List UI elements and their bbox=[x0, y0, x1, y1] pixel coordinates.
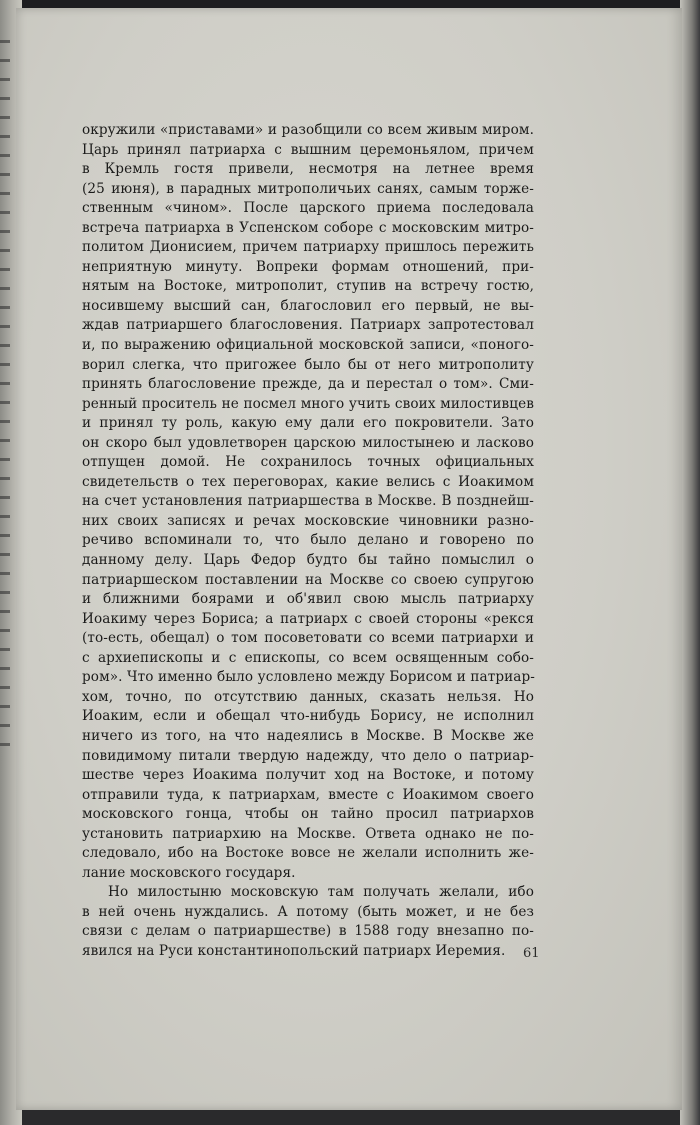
text-line: политом Дионисием, причем патриарху пришлось пережить bbox=[82, 239, 534, 256]
text-line: ворил слегка, что пригожее было бы от него митрополиту bbox=[82, 356, 534, 373]
text-line: свидетельств о тех переговорах, какие велись с Иоакимом bbox=[82, 473, 534, 490]
text-line: (то-есть, обещал) о том посоветовати со всеми патриархи и bbox=[82, 630, 534, 647]
text-line: данному делу. Царь Федор будто бы тайно помыслил о bbox=[82, 552, 534, 569]
text-line: явился на Руси константинопольский патриарх Иеремия. bbox=[82, 942, 506, 959]
page-stack-edge bbox=[680, 0, 700, 1125]
text-line: носившему высший сан, благословил его первый, не вы- bbox=[82, 297, 534, 314]
paragraph bbox=[82, 121, 534, 883]
text-line: он скоро был удовлетворен царскою милостынею и ласково bbox=[82, 434, 534, 451]
body-text bbox=[82, 121, 534, 962]
text-line: шестве через Иоакима получит ход на Востоке, и потому bbox=[82, 767, 534, 784]
text-line: ренный проситель не посмел много учить своих милостивцев bbox=[82, 395, 534, 412]
text-line: отпущен домой. Не сохранилось точных официальных bbox=[82, 454, 534, 471]
page-number: 61 bbox=[523, 946, 540, 961]
text-line: установить патриархию на Москве. Ответа однако не по- bbox=[82, 825, 534, 842]
text-line: неприятную минуту. Вопреки формам отношений, при- bbox=[82, 258, 534, 275]
book-page bbox=[16, 8, 682, 1110]
text-line: Но милостыню московскую там получать желали, ибо bbox=[108, 884, 534, 901]
text-line: Иоакиму через Бориса; а патриарх с своей стороны «рекся bbox=[82, 610, 534, 627]
previous-page-text-fragment bbox=[0, 40, 10, 760]
text-line: речиво вспоминали то, что было делано и говорено по bbox=[82, 532, 534, 549]
text-line: Иоаким, если и обещал что-нибудь Борису, не исполнил bbox=[82, 708, 534, 725]
text-line: патриаршеском поставлении на Москве со своею супругою bbox=[82, 571, 534, 588]
text-line: с архиепископы и с епископы, со всем освященным собо- bbox=[82, 649, 534, 666]
text-line: следовало, ибо на Востоке вовсе не желали исполнить же- bbox=[82, 845, 534, 862]
text-line: на счет установления патриаршества в Москве. В позднейш- bbox=[82, 493, 534, 510]
text-line: и, по выражению официальной московской записи, «поного- bbox=[82, 337, 534, 354]
text-line: связи с делам о патриаршестве) в 1588 году внезапно по- bbox=[82, 923, 534, 940]
text-line: (25 июня), в парадных митрополичьих санях, самым торже- bbox=[82, 180, 534, 197]
text-line: и принял ту роль, какую ему дали его покровители. Зато bbox=[82, 415, 534, 432]
text-line: в ней очень нуждались. А потому (быть может, и не без bbox=[82, 903, 534, 920]
text-line: Царь принял патриарха с вышним церемоньялом, причем bbox=[82, 141, 534, 158]
text-line: ждав патриаршего благословения. Патриарх запротестовал bbox=[82, 317, 534, 334]
text-line: повидимому питали твердую надежду, что дело о патриар- bbox=[82, 747, 534, 764]
text-line: окружили «приставами» и разобщили со всем живым миром. bbox=[82, 122, 534, 138]
text-line: ром». Что именно было условлено между Борисом и патриар- bbox=[82, 669, 535, 686]
text-line: лание московского государя. bbox=[82, 864, 296, 881]
text-line: ничего из того, на что надеялись в Москве. В Москве же bbox=[82, 727, 534, 744]
text-line: ственным «чином». После царского приема последовала bbox=[82, 200, 534, 217]
text-line: встреча патриарха в Успенском соборе с московским митро- bbox=[82, 219, 534, 236]
text-line: в Кремль гостя привели, несмотря на летнее время bbox=[82, 161, 534, 178]
text-line: них своих записях и речах московские чиновники разно- bbox=[82, 512, 534, 529]
text-line: отправили туда, к патриархам, вместе с Иоакимом своего bbox=[82, 786, 534, 803]
paragraph bbox=[82, 883, 534, 961]
text-line: московского гонца, чтобы он тайно просил патриархов bbox=[82, 806, 534, 823]
text-line: хом, точно, по отсутствию данных, сказать нельзя. Но bbox=[82, 688, 534, 705]
text-line: и ближними боярами и об'явил свою мысль патриарху bbox=[82, 591, 534, 608]
text-line: нятым на Востоке, митрополит, ступив на встречу гостю, bbox=[82, 278, 534, 295]
text-line: принять благословение прежде, да и перестал о том». Сми- bbox=[82, 376, 534, 393]
